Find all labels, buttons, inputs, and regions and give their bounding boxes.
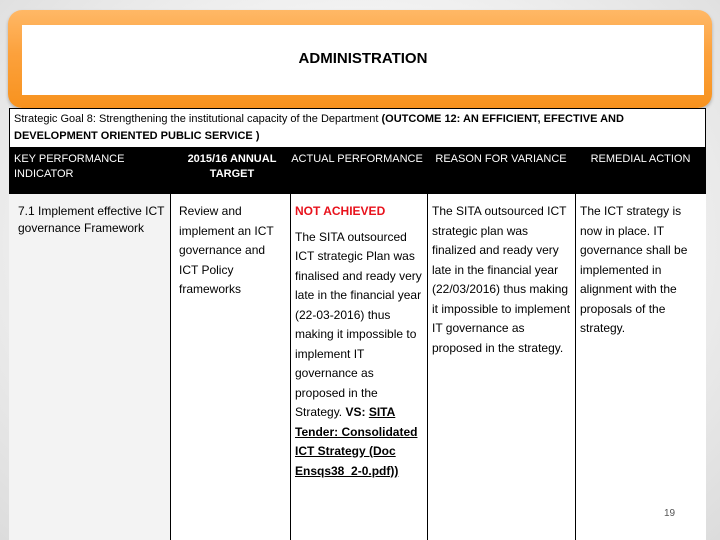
cell-kpi [9,194,170,540]
goal-outcome: (OUTCOME 12: AN EFFICIENT, EFECTIVE AND DEVELOPMENT ORIENTED PUBLIC SERVICE ) [14,113,624,142]
header-kpi: KEY PERFORMANCE INDICATOR [14,153,125,180]
cell-actual [290,194,427,540]
actual-ref: Tender: Consolidated ICT Strategy (Doc Ensqs38_2-0.pdf)) [295,424,418,478]
remedial-text: The ICT strategy is now in place. IT governance shall be implemented in alignment with the proposals of the strategy. [580,204,688,335]
page-number: 19 [664,508,676,519]
goal-lead: Strategic Goal 8: Strengthening the institutional capacity of the Department [14,113,379,125]
header-actual: ACTUAL PERFORMANCE [291,153,423,165]
reason-text: The SITA outsourced ICT strategic plan was finalized and ready very late in the financial year (22/03/2016) thus making it impossible to implement IT governance as proposed in the strategy. [432,204,571,355]
actual-vs: VS: [345,405,366,419]
cell-remedial [575,194,706,540]
header-target: 2015/16 ANNUAL TARGET [187,153,277,180]
header-remedial: REMEDIAL ACTION [590,153,691,165]
title-box [22,25,704,95]
cell-reason [427,194,575,540]
actual-sita: SITA [368,405,396,419]
status-not-achieved: NOT ACHIEVED [295,204,386,218]
header-reason: REASON FOR VARIANCE [435,153,567,165]
strategic-goal-box [9,108,706,148]
table-row [9,194,706,540]
table-header-row [9,148,706,194]
cell-target [170,194,290,540]
target-text: Review and implement an ICT governance and ICT Policy frameworks [179,204,274,296]
actual-text: The SITA outsourced ICT strategic Plan was finalised and ready very late in the financial year (22-03-2016) thus making it impossible to implement IT governance as proposed in the Strategy. [295,229,422,419]
kpi-text: 7.1 Implement effective ICT governance Framework [18,204,165,235]
title-banner [8,10,712,108]
page-title: ADMINISTRATION [298,49,428,67]
